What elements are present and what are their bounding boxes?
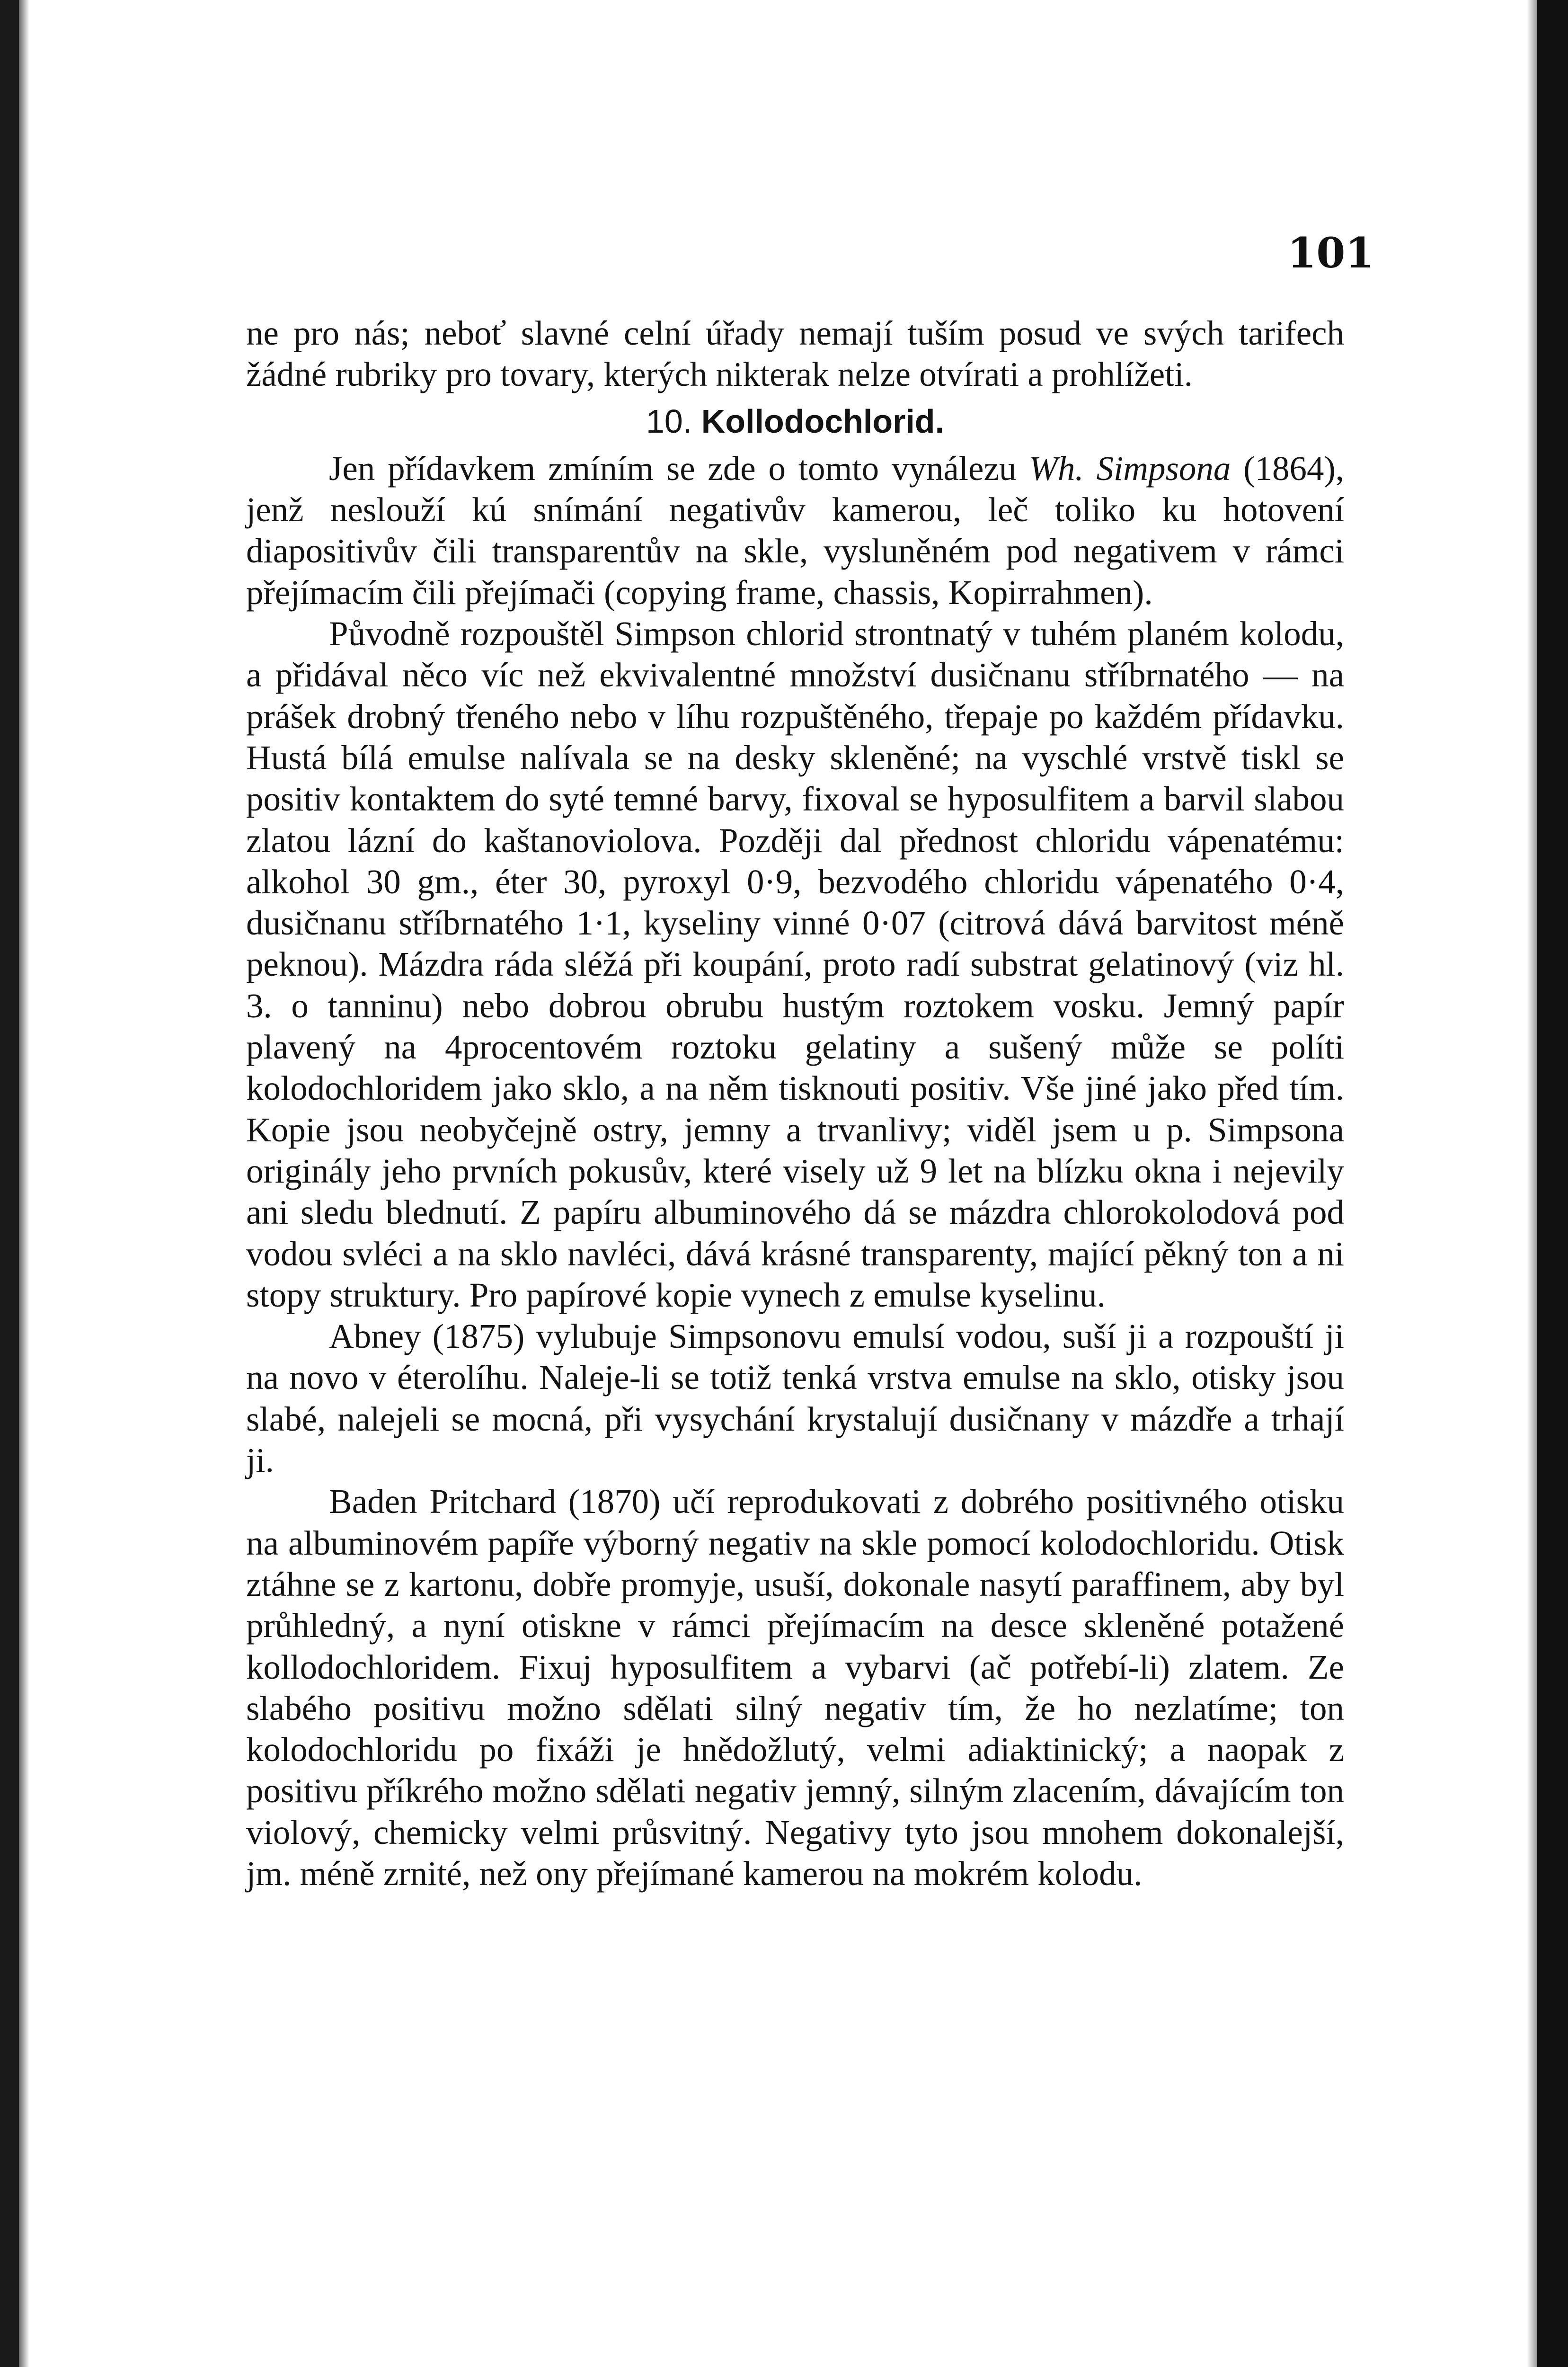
body-text (246, 312, 1344, 1894)
section-title: Kollodochlorid. (701, 402, 945, 440)
paragraph-1-author: Wh. Simpsona (1029, 449, 1231, 488)
paragraph-1-after: (1864), jenž neslouží kú snímání negativův kamerou, leč toliko ku hotovení diapositivův čili transparentův na skle, vysluněném pod negativem v rámci přejímacím čili přejímači (copying frame, chassis, Kopirrahmen). (246, 449, 1345, 612)
paragraph-4: Baden Pritchard (1870) učí reprodukovati z dobrého positivného otisku na albuminovém papíře výborný negativ na skle pomocí kolodochloridu. Otisk ztáhne se z kartonu, dobře promyje, usuší, dokonale nasytí paraffinem, aby byl průhledný, a nyní otiskne v rámci přejímacím na desce skleněné potažené kollodochloridem. Fixuj hyposulfitem a vybarvi (ač potřebí-li) zlatem. Ze slabého positivu možno sdělati silný negativ tím, že ho nezlatíme; ton kolodochloridu po fixáži je hnědožlutý, velmi adiaktinický; a naopak z positivu příkrého možno sdělati negativ jemný, silným zlacením, dávajícím ton violový, chemicky velmi průsvitný. Negativy tyto jsou mnohem dokonalejší, jm. méně zrnité, než ony přejímané kamerou na mokrém kolodu. (246, 1482, 1344, 1893)
right-edge-shadow (1527, 0, 1537, 2367)
page-number: 101 (1287, 228, 1374, 277)
paragraph-1-before: Jen přídavkem zmíním se zde o tomto vynálezu (329, 449, 1029, 488)
paragraph-1 (246, 448, 1344, 613)
section-number: 10. (646, 402, 692, 440)
section-heading (246, 401, 1344, 442)
paragraph-3: Abney (1875) vylubuje Simpsonovu emulsí vodou, suší ji a rozpouští ji na novo v éterolíhu. Naleje-li se totiž tenká vrstva emulse na sklo, otisky jsou slabé, nalejeli se mocná, při vysychání krystalují dusičnany v mázdře a trhají ji. (246, 1317, 1344, 1480)
book-spine-edge (0, 0, 19, 2367)
intro-paragraph: ne pro nás; neboť slavné celní úřady nemají tuším posud ve svých tarifech žádné rubriky pro tovary, kterých nikterak nelze otvírati a prohlížeti. (246, 314, 1344, 394)
spine-shadow (19, 0, 29, 2367)
paragraph-2: Původně rozpouštěl Simpson chlorid strontnatý v tuhém planém kolodu, a přidával něco víc než ekvivalentné množství dusičnanu stříbrnatého — na prášek drobný třeného nebo v líhu rozpuštěného, třepaje po každém přídavku. Hustá bílá emulse nalívala se na desky skleněné; na vyschlé vrstvě tiskl se positiv kontaktem do syté temné barvy, fixoval se hyposulfitem a barvil slabou zlatou lázní do kaštanoviolova. Později dal přednost chloridu vápenatému: alkohol 30 gm., éter 30, pyroxyl 0·9, bezvodého chloridu vápenatého 0·4, dusičnanu stříbrnatého 1·1, kyseliny vinné 0·07 (citrová dává barvitost méně peknou). Mázdra ráda sléžá při koupání, proto radí substrat gelatinový (viz hl. 3. o tanninu) nebo dobrou obrubu hustým roztokem vosku. Jemný papír plavený na 4procentovém roztoku gelatiny a sušený může se políti kolodochloridem jako sklo, a na něm tisknouti positiv. Vše jiné jako před tím. Kopie jsou neobyčejně ostry, jemny a trvanlivy; viděl jsem u p. Simpsona originály jeho prvních pokusův, které visely už 9 let na blízku okna i nejevily ani sledu blednutí. Z papíru albuminového dá se mázdra chlorokolodová pod vodou svléci a na sklo navléci, dává krásné transparenty, mající pěkný ton a ni stopy struktury. Pro papírové kopie vynech z emulse kyselinu. (246, 614, 1344, 1314)
scan-right-edge (1537, 0, 1568, 2367)
